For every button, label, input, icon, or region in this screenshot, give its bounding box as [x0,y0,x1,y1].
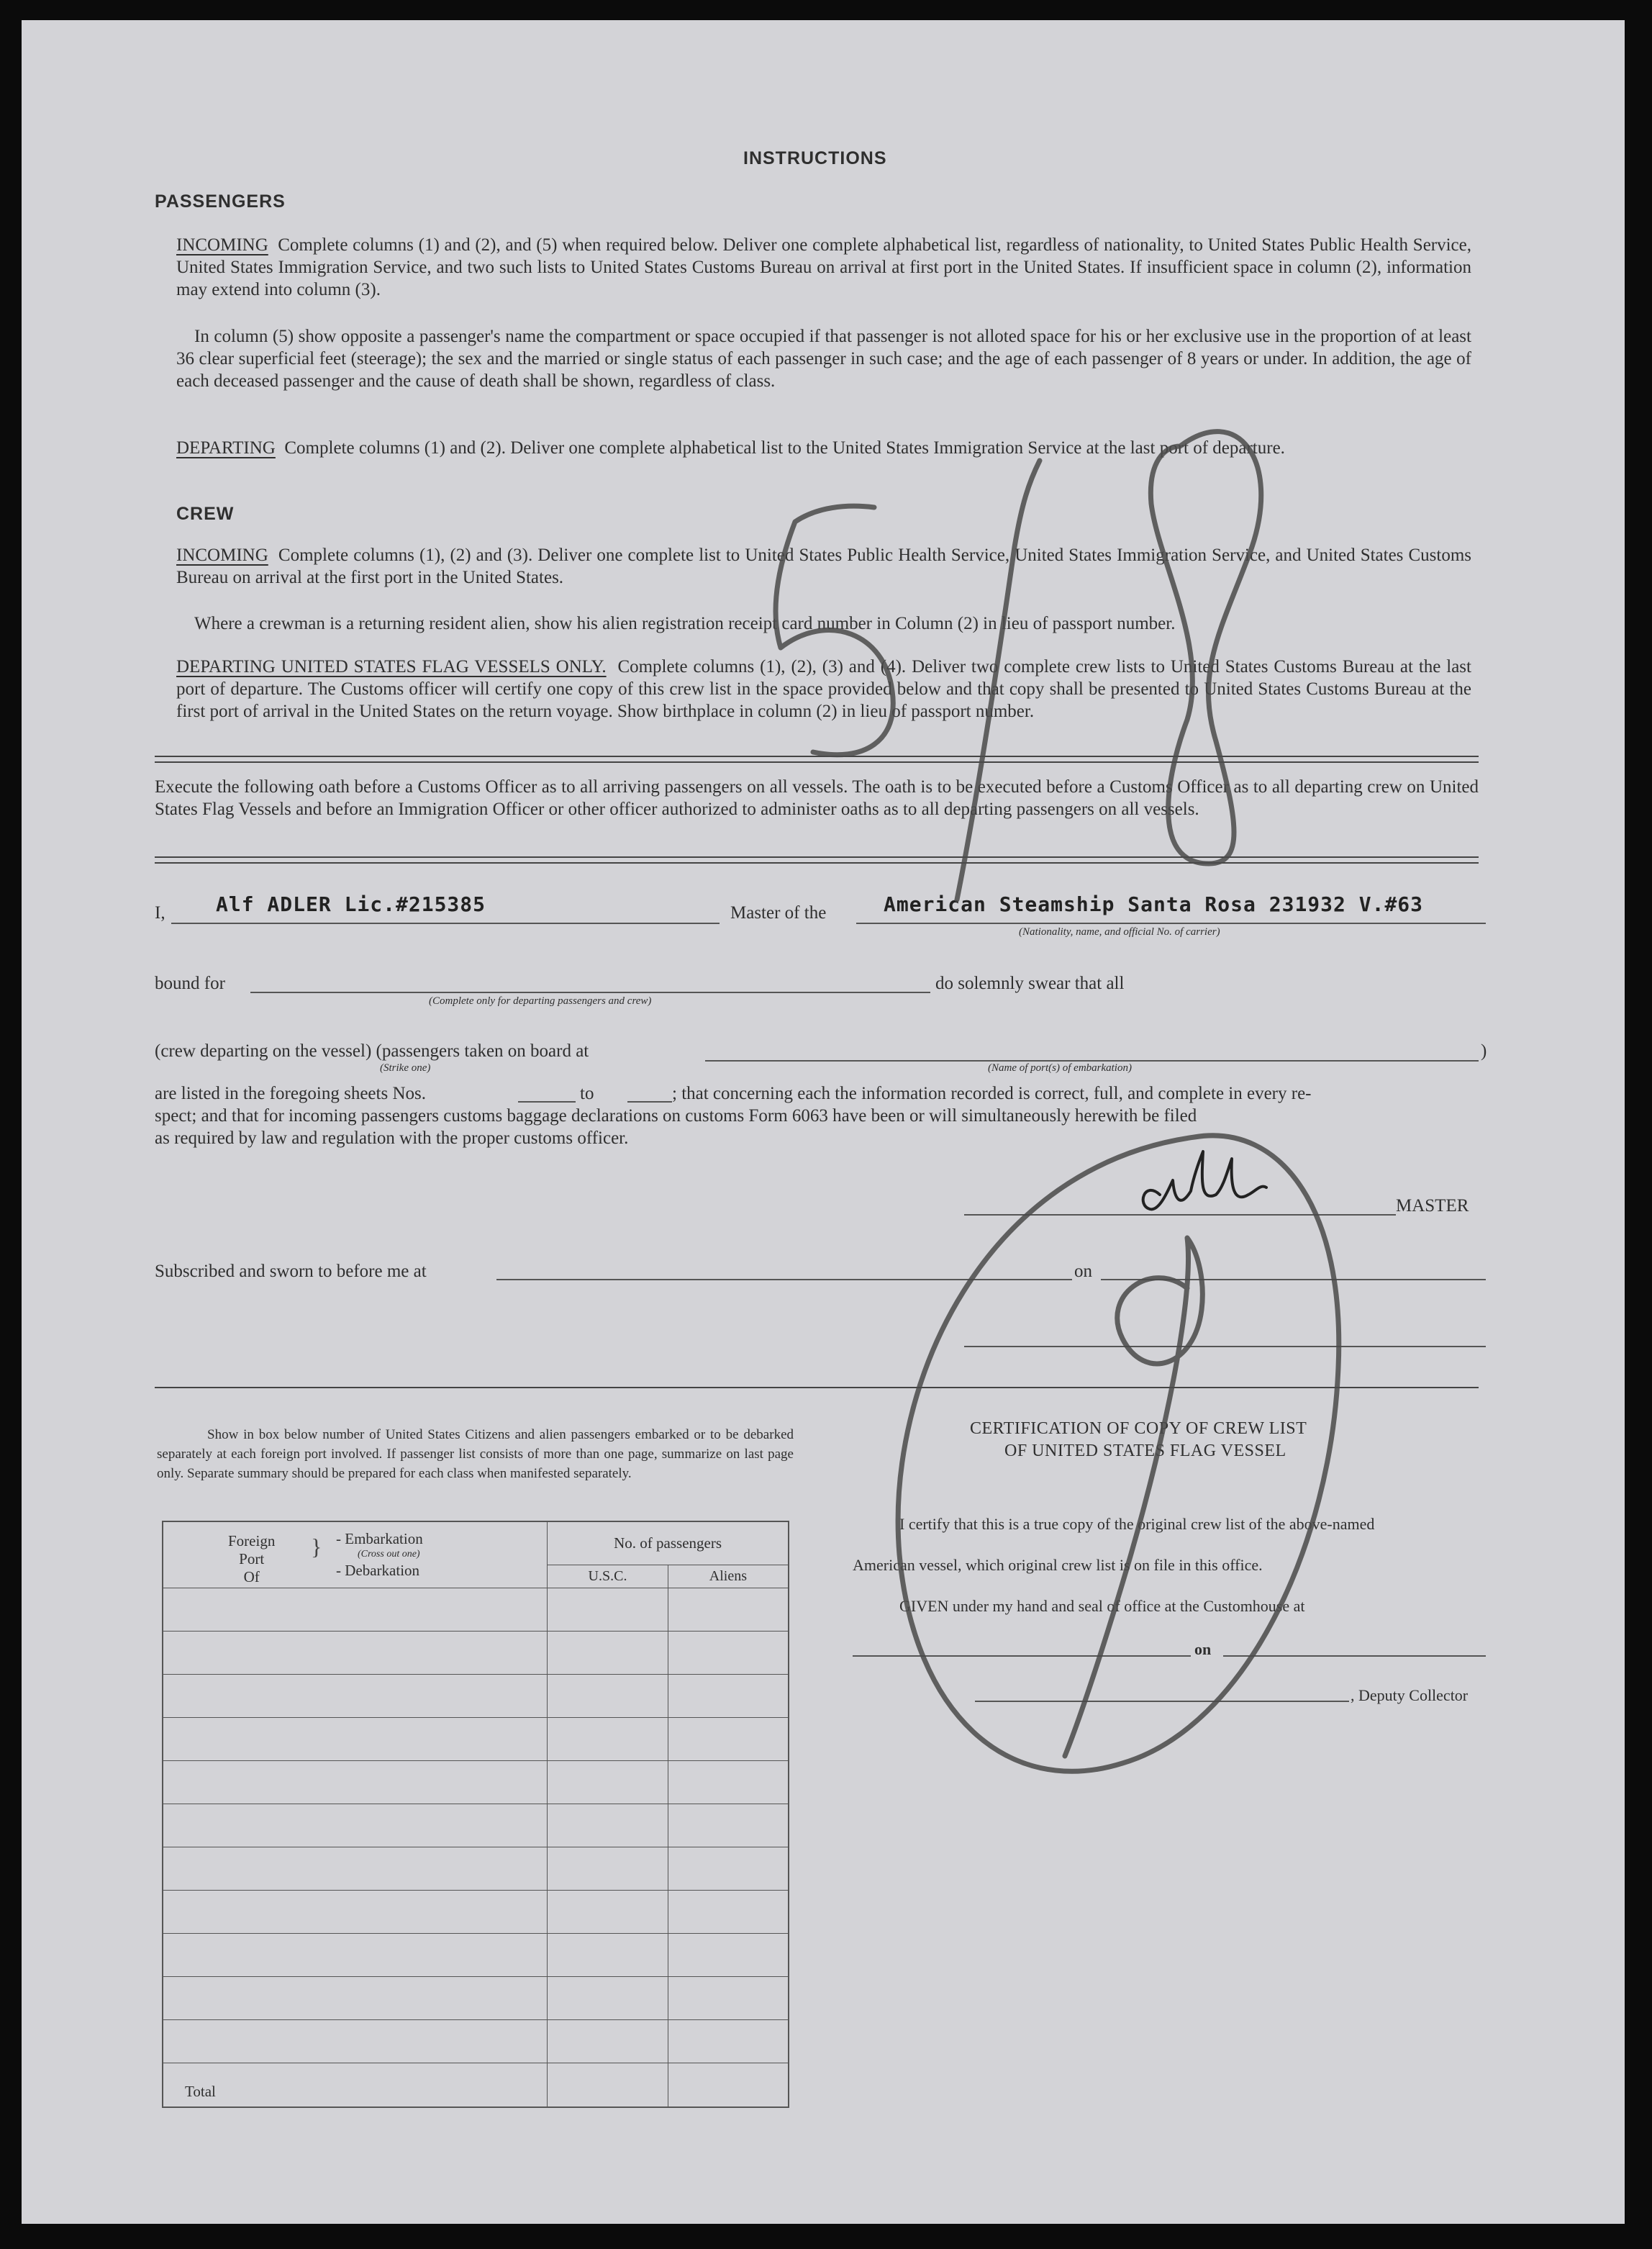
crew-departing-text: Complete columns (1), (2), (3) and (4). Deliver two complete crew lists to United States Customs Bureau at the last port of departure. The Customs officer will certify one copy of this crew list in the space provided below and that copy shall be presented to United States Customs Bureau at the first port of arrival in the United States on the return voyage. Show birthplace in column (2) in lieu of passport number. [176,657,1471,721]
usc-header: U.S.C. [548,1565,668,1588]
no-passengers-header: No. of passengers [548,1521,789,1565]
cross-out-label: (Cross out one) [358,1549,420,1560]
crew-departing-label: DEPARTING UNITED STATES FLAG VESSELS ONLY. [176,657,607,676]
listed-text-b: ; that concerning each the information recorded is correct, full, and complete in every re- [672,1084,1312,1103]
bound-for-caption: (Complete only for departing passengers and crew) [429,995,652,1007]
vessel-name: American Steamship Santa Rosa 231932 V.#63 [884,892,1424,916]
close-paren: ) [1481,1041,1487,1061]
master-name: Alf ADLER Lic.#215385 [216,892,486,916]
summary-note: Show in box below number of United States Citizens and alien passengers embarked or to be debarked separately at each foreign port involved. If passenger list consists of more than one page, summarize on last page only. Separate summary should be prepared for each class when manifested separately. [157,1427,794,1481]
aliens-header: Aliens [668,1565,789,1588]
certification-line-1: I certify that this is a true copy of the original crew list of the above-named [899,1515,1375,1533]
foreign-label: Foreign [228,1532,276,1549]
passengers-heading: PASSENGERS [155,191,286,212]
brace-icon: } [311,1534,322,1560]
listed-text-d: as required by law and regulation with the proper customs officer. [155,1128,629,1148]
master-label: MASTER [1396,1196,1469,1216]
pencil-oval [898,1136,1339,1771]
listed-to-label: to [580,1084,594,1103]
crew-passengers-text: (crew departing on the vessel) (passengers taken on board at [155,1041,589,1061]
passengers-incoming-text: Complete columns (1) and (2), and (5) when required below. Deliver one complete alphabetical list, regardless of nationality, to United States Public Health Service, United States Immigration Service, and two such lists to United States Customs Bureau on arrival at first port in the United States. If insufficient space in column (2), information may extend into column (3). [176,235,1472,299]
certification-line-2: American vessel, which original crew list is on file in this office. [853,1556,1263,1574]
subscribed-on-label: on [1074,1262,1092,1281]
bound-for-label: bound for [155,974,225,993]
certification-title-2: OF UNITED STATES FLAG VESSEL [1004,1442,1286,1460]
port-caption: (Name of port(s) of embarkation) [988,1062,1132,1074]
certification-line-3: GIVEN under my hand and seal of office at the Customhouse at [899,1597,1305,1615]
pencil-number-5 [776,506,893,755]
crew-incoming-text: Complete columns (1), (2) and (3). Deliver one complete list to United States Public Health Service, United States Immigration Service, and United States Customs Bureau on arrival at the first port in the United States. [176,546,1471,587]
subscribed-label: Subscribed and sworn to before me at [155,1262,427,1281]
certification-title-1: CERTIFICATION OF COPY OF CREW LIST [970,1419,1307,1438]
crew-heading: CREW [176,504,235,524]
page-title: INSTRUCTIONS [743,148,887,168]
listed-sheets-text: are listed in the foregoing sheets Nos. [155,1084,426,1103]
passengers-incoming-label: INCOMING [176,235,268,255]
deputy-collector-label: , Deputy Collector [1351,1686,1469,1704]
column5-paragraph: In column (5) show opposite a passenger's name the compartment or space occupied if that passenger is not alloted space for his or her exclusive use in the proportion of at least 36 clear superficial feet (steerage); the sex and the married or single status of each passenger in such case; and the age of each passenger of 8 years or under. In addition, the age of each deceased passenger and the cause of death shall be shown, regardless of class. [176,327,1471,391]
pencil-number-8 [1150,432,1261,864]
swear-label: do solemnly swear that all [935,974,1125,993]
oath-i-label: I, [155,903,165,923]
of-label: Of [243,1568,260,1585]
pencil-number-1 [957,461,1040,900]
pencil-number-9 [1065,1238,1202,1756]
crew-resident-paragraph: Where a crewman is a returning resident alien, show his alien registration receipt card number in Column (2) in lieu of passport number. [194,614,1176,633]
strike-caption: (Strike one) [380,1062,431,1074]
vessel-caption: (Nationality, name, and official No. of carrier) [1019,926,1220,938]
certification-on-label: on [1194,1640,1212,1658]
crew-incoming-label: INCOMING [176,546,268,565]
total-label: Total [163,2063,548,2107]
master-of-label: Master of the [730,903,827,923]
listed-text-c: spect; and that for incoming passengers customs baggage declarations on customs Form 6063 have been or will simultaneously herewith be filed [155,1106,1197,1126]
port-label: Port [239,1550,265,1567]
oath-intro: Execute the following oath before a Customs Officer as to all arriving passengers on all vessels. The oath is to be executed before a Customs Officer as to all departing crew on United States Flag Vessels and before an Immigration Officer or other officer authorized to administer oaths as to all departing passengers on all vessels. [155,777,1479,819]
passengers-departing-label: DEPARTING [176,438,276,458]
debarkation-label[interactable]: - Debarkation [336,1562,420,1579]
embarkation-label[interactable]: - Embarkation [336,1530,423,1547]
passengers-departing-text: Complete columns (1) and (2). Deliver one complete alphabetical list to the United States Immigration Service at the last port of departure. [284,438,1285,458]
master-signature [1143,1151,1266,1209]
